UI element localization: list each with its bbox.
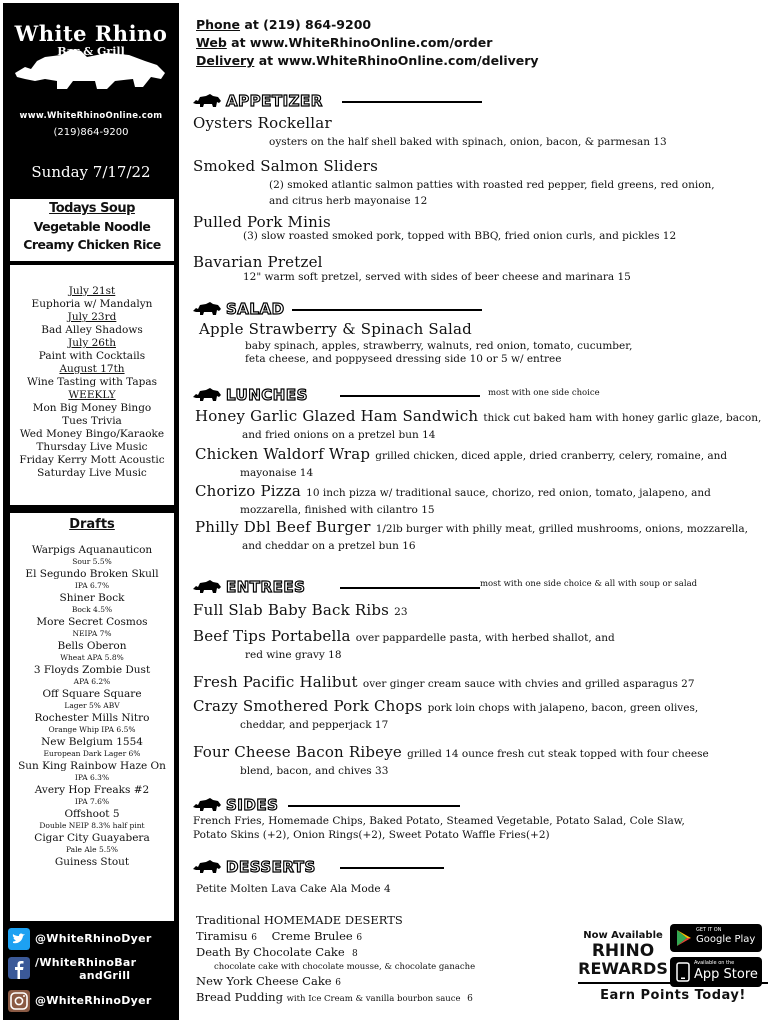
sides-line: Potato Skins (+2), Onion Rings(+2), Sweet Potato Waffle Fries(+2) bbox=[193, 829, 550, 841]
beer-name: Shiner Bock bbox=[59, 592, 125, 604]
item-desc: and citrus herb mayonaise 12 bbox=[269, 195, 428, 207]
sides-title: SIDES bbox=[226, 796, 279, 814]
beer-style: IPA 6.3% bbox=[74, 773, 110, 782]
app-store-big: App Store bbox=[694, 967, 758, 982]
dessert-creme-price: 6 bbox=[356, 933, 363, 943]
apple-icon bbox=[676, 962, 690, 982]
logo-sub: Bar & Grill bbox=[57, 45, 125, 58]
dessert-bread: Bread Pudding bbox=[196, 990, 283, 1004]
dessert-nycc: New York Cheese Cake bbox=[196, 974, 332, 988]
entrees-title: ENTREES bbox=[226, 578, 306, 596]
beer-style: Sour 5.5% bbox=[72, 557, 112, 566]
event-line: Paint with Cocktails bbox=[38, 350, 146, 362]
sidebar bbox=[3, 3, 179, 1020]
rewards-earn: Earn Points Today! bbox=[600, 988, 746, 1003]
facebook-handle bbox=[35, 956, 136, 982]
sides-line: French Fries, Homemade Chips, Baked Potato, Steamed Vegetable, Potato Salad, Cole Slaw, bbox=[193, 815, 685, 827]
beer-name: Off Square Square bbox=[42, 688, 142, 700]
draft-beer bbox=[10, 544, 174, 567]
item-name: Philly Dbl Beef Burger bbox=[195, 518, 371, 536]
event-line: July 26th bbox=[68, 337, 116, 349]
event-line: Wine Tasting with Tapas bbox=[27, 376, 157, 388]
dessert-tiramisu-price: 6 bbox=[251, 933, 257, 943]
item-desc: oysters on the half shell baked with spinach, onion, bacon, & parmesan 13 bbox=[269, 136, 667, 148]
beer-name: 3 Floyds Zombie Dust bbox=[33, 664, 151, 676]
rhino-icon bbox=[192, 860, 222, 874]
menu-item bbox=[193, 672, 778, 691]
item-name: Apple Strawberry & Spinach Salad bbox=[199, 320, 472, 338]
dessert-row bbox=[196, 945, 358, 959]
dessert-death-price: 8 bbox=[352, 949, 358, 959]
dessert-nycc-price: 6 bbox=[335, 978, 342, 988]
instagram-icon bbox=[8, 990, 30, 1012]
delivery-label: Delivery bbox=[196, 53, 255, 68]
soup-heading: Todays Soup bbox=[49, 201, 135, 216]
draft-beer bbox=[10, 664, 174, 687]
beer-style: Lager 5% ABV bbox=[64, 701, 120, 710]
twitter-icon bbox=[8, 928, 30, 950]
google-play-big: Google Play bbox=[696, 934, 756, 945]
menu-item bbox=[195, 517, 780, 552]
draft-beer bbox=[10, 808, 174, 831]
facebook-handle-line-1: /WhiteRhinoBar bbox=[35, 956, 137, 969]
section-divider bbox=[340, 587, 480, 589]
soup-item: Creamy Chicken Rice bbox=[23, 237, 161, 252]
event-line: Euphoria w/ Mandalyn bbox=[31, 298, 153, 310]
dessert-creme: Creme Brulee bbox=[271, 929, 353, 943]
draft-beer bbox=[10, 712, 174, 735]
appetizer-title: APPETIZER bbox=[226, 92, 323, 110]
beer-style: Bock 4.5% bbox=[71, 605, 113, 614]
event-line: WEEKLY bbox=[68, 389, 116, 401]
item-desc: and cheddar on a pretzel bun 16 bbox=[242, 540, 416, 552]
rhino-icon bbox=[192, 580, 222, 594]
item-desc: baby spinach, apples, strawberry, walnuts, red onion, tomato, cucumber, bbox=[245, 340, 633, 352]
salad-title: SALAD bbox=[226, 300, 285, 318]
beer-name: Cigar City Guayabera bbox=[34, 832, 150, 844]
event-line: Friday Kerry Mott Acoustic bbox=[19, 454, 165, 466]
event-line: Thursday Live Music bbox=[36, 441, 148, 453]
item-name: Bavarian Pretzel bbox=[193, 253, 323, 271]
contact-block bbox=[196, 16, 539, 70]
event-line: Wed Money Bingo/Karaoke bbox=[19, 428, 165, 440]
dessert-row bbox=[196, 990, 473, 1004]
section-divider bbox=[288, 805, 460, 807]
rhino-icon bbox=[192, 302, 222, 316]
section-divider bbox=[292, 309, 482, 311]
item-desc: and fried onions on a pretzel bun 14 bbox=[242, 429, 436, 441]
google-play-badge[interactable] bbox=[670, 924, 762, 952]
lunches-title: LUNCHES bbox=[226, 386, 308, 404]
menu-item bbox=[193, 213, 778, 242]
soup-box bbox=[10, 199, 174, 261]
item-desc: 23 bbox=[394, 606, 408, 618]
main-menu bbox=[180, 0, 783, 1023]
item-desc: mozzarella, finished with cilantro 15 bbox=[240, 504, 435, 516]
beer-name: Guiness Stout bbox=[54, 856, 130, 868]
drafts-heading: Drafts bbox=[69, 517, 115, 532]
dessert-tiramisu: Tiramisu bbox=[196, 929, 248, 943]
lunches-note: most with one side choice bbox=[488, 388, 600, 398]
instagram-handle: @WhiteRhinoDyer bbox=[35, 994, 152, 1007]
event-line: August 17th bbox=[59, 363, 125, 375]
item-desc: mayonaise 14 bbox=[240, 467, 314, 479]
dessert-death-desc: chocolate cake with chocolate mousse, & chocolate ganache bbox=[214, 962, 476, 972]
item-name: Chorizo Pizza bbox=[195, 482, 302, 500]
item-name: Fresh Pacific Halibut bbox=[193, 673, 358, 691]
dessert-row bbox=[196, 929, 362, 943]
draft-beer bbox=[10, 688, 174, 711]
beer-name: El Segundo Broken Skull bbox=[25, 568, 159, 580]
item-name: Four Cheese Bacon Ribeye bbox=[193, 743, 402, 761]
app-store-small: Available on the bbox=[694, 960, 735, 966]
beer-name: Offshoot 5 bbox=[64, 808, 120, 820]
draft-beer bbox=[10, 784, 174, 807]
draft-beer bbox=[10, 736, 174, 759]
event-line: July 23rd bbox=[67, 311, 117, 323]
logo-brand: White Rhino bbox=[14, 21, 168, 46]
item-desc: red wine gravy 18 bbox=[245, 649, 342, 661]
beer-style: Orange Whip IPA 6.5% bbox=[48, 725, 136, 734]
menu-item bbox=[193, 696, 778, 731]
dessert-bread-price: 6 bbox=[467, 994, 473, 1004]
rewards-promo bbox=[578, 922, 768, 1012]
item-desc: 12" warm soft pretzel, served with sides of beer cheese and marinara 15 bbox=[243, 271, 631, 283]
item-desc: over ginger cream sauce with chvies and grilled asparagus 27 bbox=[362, 678, 695, 690]
item-name: Full Slab Baby Back Ribs bbox=[193, 601, 390, 619]
draft-beer bbox=[10, 616, 174, 639]
event-line: Mon Big Money Bingo bbox=[32, 402, 152, 414]
twitter-handle: @WhiteRhinoDyer bbox=[35, 932, 152, 945]
menu-item bbox=[195, 444, 780, 479]
item-name: Honey Garlic Glazed Ham Sandwich bbox=[195, 407, 479, 425]
logo bbox=[3, 3, 179, 103]
draft-beer bbox=[10, 592, 174, 615]
item-desc: cheddar, and pepperjack 17 bbox=[240, 719, 389, 731]
item-desc: 10 inch pizza w/ traditional sauce, chorizo, red onion, tomato, jalapeno, and bbox=[306, 487, 711, 499]
item-desc: feta cheese, and poppyseed dressing side 10 or 5 w/ entree bbox=[245, 353, 562, 365]
item-desc: grilled 14 ounce fresh cut steak topped with four cheese bbox=[407, 748, 709, 760]
item-desc: (2) smoked atlantic salmon patties with roasted red pepper, field greens, red onion, bbox=[269, 179, 715, 191]
rhino-icon bbox=[192, 388, 222, 402]
beer-style: Pale Ale 5.5% bbox=[65, 845, 119, 854]
beer-style: Double NEIP 8.3% half pint bbox=[39, 821, 145, 830]
item-name: Pulled Pork Minis bbox=[193, 213, 331, 231]
website-text[interactable]: www.WhiteRhinoOnline.com bbox=[19, 111, 163, 121]
event-line: July 21st bbox=[68, 285, 116, 297]
rewards-now: Now Available bbox=[583, 930, 663, 941]
events-box bbox=[10, 265, 174, 505]
menu-item bbox=[195, 406, 780, 441]
beer-name: Sun King Rainbow Haze On bbox=[18, 760, 166, 772]
soup-item: Vegetable Noodle bbox=[33, 219, 151, 234]
item-desc: 1/2lb burger with philly meat, grilled mushrooms, onions, mozzarella, bbox=[375, 523, 748, 535]
event-line: Saturday Live Music bbox=[37, 467, 147, 479]
menu-date: Sunday 7/17/22 bbox=[31, 163, 151, 181]
rewards-title: REWARDS bbox=[578, 959, 668, 978]
delivery-value[interactable]: at www.WhiteRhinoOnline.com/delivery bbox=[258, 53, 539, 68]
item-desc: thick cut baked ham with honey garlic glaze, bacon, bbox=[483, 412, 762, 424]
rhino-icon bbox=[192, 94, 222, 108]
web-value[interactable]: at www.WhiteRhinoOnline.com/order bbox=[231, 35, 493, 50]
item-name: Crazy Smothered Pork Chops bbox=[193, 697, 423, 715]
rhino-icon bbox=[192, 798, 222, 812]
menu-item bbox=[195, 481, 780, 516]
facebook-link[interactable] bbox=[8, 956, 178, 980]
draft-beer bbox=[10, 568, 174, 591]
item-desc: blend, bacon, and chives 33 bbox=[240, 765, 389, 777]
item-name: Smoked Salmon Sliders bbox=[193, 157, 378, 175]
beer-style: European Dark Lager 6% bbox=[43, 749, 141, 758]
beer-name: Rochester Mills Nitro bbox=[34, 712, 150, 724]
google-play-small: GET IT ON bbox=[696, 927, 722, 933]
twitter-link[interactable] bbox=[8, 927, 178, 951]
web-label: Web bbox=[196, 35, 227, 50]
item-name: Oysters Rockellar bbox=[193, 114, 332, 132]
draft-beer bbox=[10, 640, 174, 663]
beer-style: Wheat APA 5.8% bbox=[60, 653, 124, 662]
beer-name: More Secret Cosmos bbox=[36, 616, 148, 628]
beer-style: IPA 7.6% bbox=[74, 797, 110, 806]
item-name: Chicken Waldorf Wrap bbox=[195, 445, 371, 463]
menu-item bbox=[193, 600, 778, 619]
dessert-bread-desc: with Ice Cream & vanilla bourbon sauce bbox=[286, 994, 461, 1004]
beer-style: NEIPA 7% bbox=[72, 629, 112, 638]
menu-item bbox=[193, 253, 778, 283]
beer-style: IPA 6.7% bbox=[74, 581, 110, 590]
menu-item bbox=[199, 320, 783, 366]
dessert-lava: Petite Molten Lava Cake Ala Mode 4 bbox=[196, 883, 391, 895]
section-divider bbox=[340, 867, 444, 869]
section-divider bbox=[342, 101, 482, 103]
item-name: Beef Tips Portabella bbox=[193, 627, 351, 645]
beer-name: New Belgium 1554 bbox=[41, 736, 143, 748]
item-desc: grilled chicken, diced apple, dried cranberry, celery, romaine, and bbox=[375, 450, 728, 462]
event-line: Bad Alley Shadows bbox=[41, 324, 143, 336]
instagram-link[interactable] bbox=[8, 989, 178, 1013]
entrees-note: most with one side choice & all with soup or salad bbox=[480, 579, 698, 589]
google-play-icon bbox=[676, 929, 692, 947]
beer-style: APA 6.2% bbox=[73, 677, 111, 686]
menu-item bbox=[193, 157, 778, 207]
beer-list bbox=[10, 544, 174, 869]
draft-beer bbox=[10, 856, 174, 869]
item-desc: (3) slow roasted smoked pork, topped with BBQ, fried onion curls, and pickles 12 bbox=[243, 230, 677, 242]
rewards-divider bbox=[578, 982, 768, 984]
phone-value[interactable]: at (219) 864-9200 bbox=[244, 17, 372, 32]
event-line: Tues Trivia bbox=[62, 415, 122, 427]
phone-text[interactable]: (219)864-9200 bbox=[53, 127, 129, 138]
menu-item bbox=[193, 114, 778, 148]
dessert-row bbox=[196, 974, 341, 988]
section-divider bbox=[340, 395, 480, 397]
draft-beer bbox=[10, 760, 174, 783]
beer-name: Avery Hop Freaks #2 bbox=[34, 784, 150, 796]
beer-name: Bells Oberon bbox=[57, 640, 127, 652]
menu-item bbox=[193, 626, 778, 661]
desserts-title: DESSERTS bbox=[226, 858, 316, 876]
facebook-icon bbox=[8, 957, 30, 979]
dessert-death: Death By Chocolate Cake bbox=[196, 945, 345, 959]
facebook-handle-line-2: andGrill bbox=[79, 969, 131, 982]
item-desc: over pappardelle pasta, with herbed shallot, and bbox=[355, 632, 615, 644]
beer-name: Warpigs Aquanauticon bbox=[31, 544, 153, 556]
draft-beer bbox=[10, 832, 174, 855]
dessert-traditional: Traditional HOMEMADE DESERTS bbox=[196, 913, 403, 927]
rewards-rhino: RHINO bbox=[591, 941, 655, 961]
phone-label: Phone bbox=[196, 17, 241, 32]
drafts-box bbox=[10, 513, 174, 921]
item-desc: pork loin chops with jalapeno, bacon, green olives, bbox=[427, 702, 699, 714]
menu-item bbox=[193, 742, 778, 777]
